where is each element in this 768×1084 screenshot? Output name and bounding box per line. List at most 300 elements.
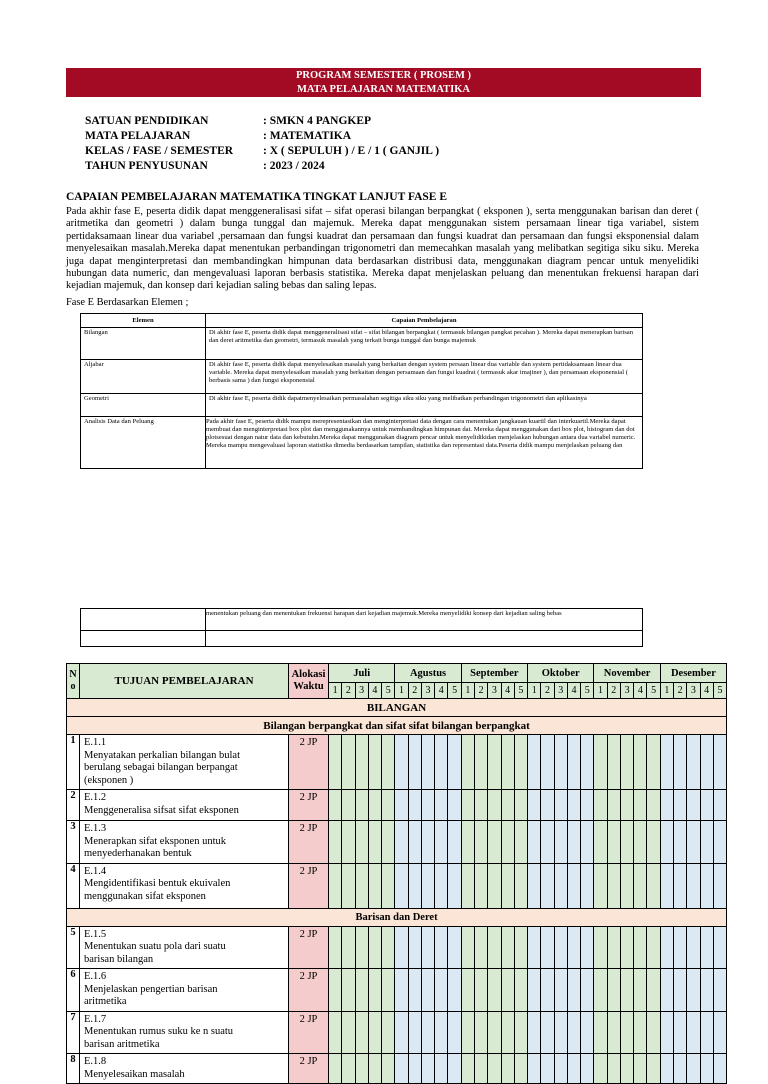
schedule-cell[interactable] [567,821,580,864]
schedule-cell[interactable] [607,1011,620,1054]
tujuan-cell [80,790,289,821]
schedule-cell[interactable] [581,1054,594,1084]
tp-text: Menjelaskan pengertian barisan aritmetika [84,983,218,1007]
schedule-cell[interactable] [660,821,673,864]
schedule-cell[interactable] [634,821,647,864]
schedule-cell[interactable] [647,790,660,821]
schedule-cell[interactable] [355,863,368,908]
schedule-cell[interactable] [395,1011,408,1054]
capaian-cell: Pada akhir fase E, peserta didik mampu merepresentasikan dan menginterpretasi data dengan cara menentukan jangkauan kuartil dan interkuartil.Mereka dapat membuat dan menginterpretasi box plot dan menggunakannya untuk membandingkan himpunan dat. Mereka dapat menggunakan dari box plot, histogram dan dot plotsesuai dengan natur data dan kebutuhn.Mereka dapat menggunakan diagram pencar untuk menyelidikidan menjelaskan hubungan antara dua variabel numeric. Mereka mampu mengevaluasi laporan statistika dimedia berdasarkan tampilan, statistika dan representasi data.Peserta didik mampu menjelaskan peluang dan [206,417,643,469]
schedule-cell[interactable] [700,821,713,864]
schedule-cell[interactable] [488,790,501,821]
schedule-cell[interactable] [395,821,408,864]
subsection-row [67,717,727,735]
schedule-cell[interactable] [488,1011,501,1054]
schedule-cell[interactable] [514,863,527,908]
schedule-cell[interactable] [395,926,408,969]
schedule-cell[interactable] [620,1054,633,1084]
schedule-cell[interactable] [634,1054,647,1084]
schedule-cell[interactable] [514,1011,527,1054]
schedule-cell[interactable] [355,735,368,790]
schedule-cell[interactable] [620,821,633,864]
schedule-cell[interactable] [620,969,633,1012]
capaian-paragraph: Pada akhir fase E, peserta didik dapat menggeneralisasi sifat – sifat operasi bilangan berpangkat ( eksponen ), serta menggunakan barisan dan deret ( aritmetika dan geometri ) dalam bunga tunggal dan majemuk. Mereka dapat menggunakan sistem persamaan linear tiga variabel, sistem pertidaksamaan linear dua variabel ,persamaan dan fungsi kuadrat dan persamaan dan fungsi kuadrat dan persamaan dan fungsi eksponensial dalam menyelesaikan masalah.Mereka dapat menentukan perbandingan trigonometri dan memecahkan masalah yang melibatkan segitiga siku siku. Mereka juga dapat menginterpretasi dan membandingkan himpunan data berdasarkan distribusi data, menggunakan diagram pencar untuk menyelidiki hubungan data numeric, dan mengevaluasi laporan berbasis statistika. Mereka dapat menjelaskan peluang dan menentukan frekuensi harapan dari kejadian majemuk, dan konsep dari kejadian saling bebas dan saling lepas. [66,206,699,292]
schedule-cell[interactable] [368,790,381,821]
schedule-cell[interactable] [514,1054,527,1084]
schedule-cell[interactable] [647,863,660,908]
schedule-cell[interactable] [581,735,594,790]
schedule-cell[interactable] [342,790,355,821]
schedule-cell[interactable] [395,863,408,908]
schedule-cell[interactable] [488,1054,501,1084]
schedule-cell[interactable] [607,969,620,1012]
schedule-cell[interactable] [448,926,461,969]
schedule-cell[interactable] [567,926,580,969]
schedule-cell[interactable] [634,735,647,790]
schedule-cell[interactable] [461,821,474,864]
schedule-cell[interactable] [700,1011,713,1054]
schedule-cell[interactable] [713,969,726,1012]
schedule-cell[interactable] [634,1011,647,1054]
schedule-cell[interactable] [713,926,726,969]
schedule-cell[interactable] [607,790,620,821]
no-header: N o [67,664,80,699]
schedule-cell[interactable] [554,1054,567,1084]
schedule-cell[interactable] [474,735,487,790]
subsection-title: Bilangan berpangkat dan sifat sifat bilangan berpangkat [67,717,727,735]
week-number: 3 [355,683,368,699]
schedule-cell[interactable] [620,863,633,908]
alokasi-cell: 2 JP [289,969,329,1012]
schedule-cell[interactable] [541,926,554,969]
schedule-cell[interactable] [342,1054,355,1084]
schedule-cell[interactable] [514,790,527,821]
schedule-cell[interactable] [448,735,461,790]
schedule-cell[interactable] [474,1054,487,1084]
schedule-cell[interactable] [713,863,726,908]
schedule-cell[interactable] [382,735,395,790]
schedule-cell[interactable] [382,969,395,1012]
schedule-cell[interactable] [581,863,594,908]
schedule-cell[interactable] [342,969,355,1012]
schedule-cell[interactable] [488,926,501,969]
schedule-cell[interactable] [435,1054,448,1084]
schedule-cell[interactable] [435,863,448,908]
schedule-cell[interactable] [660,969,673,1012]
schedule-cell[interactable] [461,926,474,969]
capaian-title: CAPAIAN PEMBELAJARAN MATEMATIKA TINGKAT LANJUT FASE E [66,191,448,203]
week-number: 2 [541,683,554,699]
schedule-cell[interactable] [421,969,434,1012]
schedule-cell[interactable] [408,863,421,908]
schedule-cell[interactable] [514,735,527,790]
schedule-cell[interactable] [607,926,620,969]
schedule-cell[interactable] [368,1011,381,1054]
schedule-cell[interactable] [329,926,342,969]
tp-code: E.1.5 [84,928,107,940]
schedule-cell[interactable] [554,735,567,790]
tujuan-cell [80,1054,289,1084]
schedule-cell[interactable] [514,969,527,1012]
alokasi-cell: 2 JP [289,1054,329,1084]
schedule-cell[interactable] [647,969,660,1012]
schedule-cell[interactable] [528,863,541,908]
schedule-cell[interactable] [687,790,700,821]
schedule-cell[interactable] [329,1011,342,1054]
schedule-cell[interactable] [687,821,700,864]
info-label: SATUAN PENDIDIKAN [85,115,209,127]
schedule-cell[interactable] [514,821,527,864]
schedule-cell[interactable] [594,969,607,1012]
schedule-cell[interactable] [554,790,567,821]
week-number: 4 [634,683,647,699]
schedule-cell[interactable] [382,790,395,821]
schedule-cell[interactable] [713,790,726,821]
schedule-cell[interactable] [408,926,421,969]
schedule-cell[interactable] [620,790,633,821]
week-number: 1 [528,683,541,699]
schedule-cell[interactable] [501,735,514,790]
schedule-cell[interactable] [713,1011,726,1054]
schedule-cell[interactable] [674,821,687,864]
table-row [67,863,727,908]
schedule-cell[interactable] [674,863,687,908]
schedule-cell[interactable] [687,1011,700,1054]
schedule-cell[interactable] [634,926,647,969]
header-row [67,664,727,683]
schedule-cell[interactable] [554,821,567,864]
schedule-cell[interactable] [634,863,647,908]
schedule-cell[interactable] [342,863,355,908]
schedule-cell[interactable] [660,1054,673,1084]
schedule-cell[interactable] [634,969,647,1012]
section-title: BILANGAN [67,699,727,717]
schedule-cell[interactable] [342,926,355,969]
schedule-cell[interactable] [594,926,607,969]
schedule-cell[interactable] [687,1054,700,1084]
schedule-cell[interactable] [461,1054,474,1084]
schedule-cell[interactable] [355,926,368,969]
schedule-cell[interactable] [660,863,673,908]
schedule-cell[interactable] [421,1054,434,1084]
schedule-cell[interactable] [620,926,633,969]
week-number: 3 [687,683,700,699]
schedule-cell[interactable] [647,926,660,969]
tujuan-cell [80,735,289,790]
schedule-cell[interactable] [687,735,700,790]
schedule-cell[interactable] [408,790,421,821]
schedule-cell[interactable] [355,1054,368,1084]
schedule-cell[interactable] [329,821,342,864]
schedule-cell[interactable] [488,863,501,908]
week-number: 2 [342,683,355,699]
schedule-cell[interactable] [541,821,554,864]
schedule-cell[interactable] [687,863,700,908]
month-header: September [461,664,527,683]
schedule-cell[interactable] [541,735,554,790]
schedule-cell[interactable] [647,821,660,864]
schedule-cell[interactable] [448,969,461,1012]
schedule-cell[interactable] [329,863,342,908]
schedule-cell[interactable] [620,1011,633,1054]
schedule-cell[interactable] [514,926,527,969]
schedule-cell[interactable] [435,926,448,969]
banner-line-2: MATA PELAJARAN MATEMATIKA [296,83,471,95]
schedule-cell[interactable] [581,790,594,821]
schedule-cell[interactable] [528,821,541,864]
schedule-cell[interactable] [488,969,501,1012]
schedule-cell[interactable] [541,1054,554,1084]
schedule-cell[interactable] [581,969,594,1012]
schedule-cell[interactable] [700,1054,713,1084]
capaian-cell: Di akhir fase E, peserta didik dapatmenyelesaikan permasalahan segitiga siku siku yang melibatkan perbandingan trigonometri dan aplikasinya [206,394,643,417]
schedule-cell[interactable] [567,735,580,790]
schedule-cell[interactable] [329,1054,342,1084]
schedule-cell[interactable] [700,790,713,821]
elemen-cell [81,609,206,631]
schedule-cell[interactable] [567,1011,580,1054]
schedule-cell[interactable] [501,1011,514,1054]
schedule-cell[interactable] [528,735,541,790]
schedule-cell[interactable] [528,1054,541,1084]
schedule-cell[interactable] [607,1054,620,1084]
schedule-cell[interactable] [368,926,381,969]
schedule-cell[interactable] [700,735,713,790]
schedule-cell[interactable] [594,735,607,790]
schedule-cell[interactable] [435,735,448,790]
capaian-header: Capaian Pembelajaran [206,314,643,328]
schedule-cell[interactable] [368,863,381,908]
schedule-cell[interactable] [594,790,607,821]
schedule-cell[interactable] [421,926,434,969]
schedule-cell[interactable] [435,821,448,864]
schedule-cell[interactable] [474,863,487,908]
schedule-cell[interactable] [421,821,434,864]
schedule-cell[interactable] [700,863,713,908]
tp-code: E.1.4 [84,865,107,877]
schedule-cell[interactable] [674,1054,687,1084]
tp-code: E.1.6 [84,971,107,982]
schedule-cell[interactable] [368,735,381,790]
schedule-cell[interactable] [660,735,673,790]
schedule-cell[interactable] [660,790,673,821]
schedule-cell[interactable] [607,821,620,864]
schedule-cell[interactable] [342,821,355,864]
schedule-cell[interactable] [528,926,541,969]
schedule-cell[interactable] [554,969,567,1012]
schedule-cell[interactable] [448,790,461,821]
schedule-cell[interactable] [382,1011,395,1054]
schedule-cell[interactable] [501,790,514,821]
schedule-cell[interactable] [607,863,620,908]
capaian-cell: Di akhir fase E, peserta didik dapat menyelesaikan masalah yang berkaitan dengan system persaan linear dua variable dan system pertidaksamaan linear dua variable. Mereka dapat menyelesaikan masalah yang berkaitan dengan persamaan dan fungsi kuadrat ( termasuk akar imajiner ), dan persamaan eksponensial ( berbasis sama ) dan fungsi eksponensial [206,360,643,394]
schedule-cell[interactable] [342,1011,355,1054]
schedule-cell[interactable] [395,969,408,1012]
schedule-cell[interactable] [474,821,487,864]
schedule-cell[interactable] [329,790,342,821]
schedule-cell[interactable] [408,735,421,790]
info-label: KELAS / FASE / SEMESTER [85,145,234,157]
schedule-cell[interactable] [355,821,368,864]
schedule-cell[interactable] [408,1054,421,1084]
elemen-cell [81,631,206,647]
schedule-cell[interactable] [408,821,421,864]
schedule-cell[interactable] [461,735,474,790]
schedule-cell[interactable] [594,1054,607,1084]
info-value: : MATEMATIKA [263,130,352,142]
schedule-cell[interactable] [395,1054,408,1084]
schedule-cell[interactable] [594,863,607,908]
schedule-cell[interactable] [382,821,395,864]
schedule-cell[interactable] [435,969,448,1012]
schedule-cell[interactable] [461,969,474,1012]
schedule-cell[interactable] [713,821,726,864]
subsection-row [67,908,727,926]
week-number: 3 [421,683,434,699]
schedule-cell[interactable] [660,926,673,969]
schedule-cell[interactable] [541,1011,554,1054]
schedule-cell[interactable] [395,735,408,790]
schedule-cell[interactable] [501,926,514,969]
schedule-cell[interactable] [700,969,713,1012]
schedule-cell[interactable] [448,1011,461,1054]
alokasi-cell: 2 JP [289,863,329,908]
schedule-cell[interactable] [421,1011,434,1054]
schedule-cell[interactable] [395,790,408,821]
schedule-cell[interactable] [674,926,687,969]
schedule-cell[interactable] [554,1011,567,1054]
elemen-cell: Geometri [81,394,206,417]
schedule-cell[interactable] [674,1011,687,1054]
schedule-cell[interactable] [421,790,434,821]
table-row [67,790,727,821]
week-number: 5 [514,683,527,699]
week-number: 4 [501,683,514,699]
schedule-cell[interactable] [594,821,607,864]
schedule-cell[interactable] [501,1054,514,1084]
schedule-cell[interactable] [687,969,700,1012]
table-row [67,821,727,864]
schedule-cell[interactable] [528,1011,541,1054]
schedule-cell[interactable] [528,790,541,821]
schedule-cell[interactable] [461,1011,474,1054]
schedule-cell[interactable] [581,926,594,969]
schedule-cell[interactable] [674,735,687,790]
row-number: 5 [67,926,80,969]
week-number: 5 [581,683,594,699]
schedule-cell[interactable] [382,1054,395,1084]
schedule-cell[interactable] [382,863,395,908]
schedule-cell[interactable] [461,790,474,821]
schedule-cell[interactable] [329,969,342,1012]
schedule-cell[interactable] [355,969,368,1012]
schedule-cell[interactable] [435,790,448,821]
schedule-cell[interactable] [474,969,487,1012]
subsection-title: Barisan dan Deret [67,908,727,926]
schedule-cell[interactable] [501,821,514,864]
schedule-cell[interactable] [355,790,368,821]
schedule-cell[interactable] [448,863,461,908]
schedule-cell[interactable] [674,790,687,821]
schedule-cell[interactable] [567,863,580,908]
tp-text: Menentukan rumus suku ke n suatu barisan aritmetika [84,1026,234,1050]
schedule-cell[interactable] [368,969,381,1012]
schedule-cell[interactable] [435,1011,448,1054]
schedule-cell[interactable] [342,735,355,790]
tujuan-cell [80,863,289,908]
alokasi-cell: 2 JP [289,926,329,969]
schedule-cell[interactable] [528,969,541,1012]
tp-code: E.1.3 [84,823,107,834]
row-number: 6 [67,969,80,1012]
tp-text: Menentukan suatu pola dari suatu barisan bilangan [84,941,226,965]
elemen-cell: Aljabar [81,360,206,394]
schedule-cell[interactable] [713,1054,726,1084]
schedule-cell[interactable] [713,735,726,790]
schedule-cell[interactable] [647,1054,660,1084]
schedule-cell[interactable] [355,1011,368,1054]
schedule-cell[interactable] [474,790,487,821]
schedule-cell[interactable] [501,863,514,908]
schedule-cell[interactable] [461,863,474,908]
schedule-cell[interactable] [554,926,567,969]
schedule-cell[interactable] [594,1011,607,1054]
schedule-cell[interactable] [647,1011,660,1054]
schedule-cell[interactable] [448,821,461,864]
schedule-cell[interactable] [488,821,501,864]
schedule-cell[interactable] [368,1054,381,1084]
tujuan-cell [80,926,289,969]
schedule-cell[interactable] [474,926,487,969]
schedule-cell[interactable] [554,863,567,908]
schedule-cell[interactable] [581,1011,594,1054]
schedule-cell[interactable] [541,863,554,908]
schedule-cell[interactable] [408,1011,421,1054]
schedule-cell[interactable] [448,1054,461,1084]
schedule-cell[interactable] [421,735,434,790]
schedule-cell[interactable] [647,735,660,790]
schedule-cell[interactable] [408,969,421,1012]
tujuan-header: TUJUAN PEMBELAJARAN [80,664,289,699]
schedule-cell[interactable] [488,735,501,790]
schedule-cell[interactable] [634,790,647,821]
schedule-cell[interactable] [660,1011,673,1054]
schedule-cell[interactable] [620,735,633,790]
alokasi-cell: 2 JP [289,821,329,864]
week-number: 2 [674,683,687,699]
week-number: 3 [488,683,501,699]
schedule-cell[interactable] [368,821,381,864]
schedule-cell[interactable] [567,969,580,1012]
schedule-cell[interactable] [687,926,700,969]
info-value: : SMKN 4 PANGKEP [263,115,372,127]
schedule-cell[interactable] [421,863,434,908]
schedule-cell[interactable] [382,926,395,969]
week-number: 4 [700,683,713,699]
schedule-cell[interactable] [674,969,687,1012]
schedule-cell[interactable] [607,735,620,790]
schedule-cell[interactable] [541,790,554,821]
schedule-cell[interactable] [700,926,713,969]
schedule-cell[interactable] [567,1054,580,1084]
schedule-cell[interactable] [541,969,554,1012]
schedule-cell[interactable] [329,735,342,790]
schedule-cell[interactable] [474,1011,487,1054]
schedule-cell[interactable] [581,821,594,864]
info-value: : X ( SEPULUH ) / E / 1 ( GANJIL ) [263,145,440,157]
schedule-cell[interactable] [501,969,514,1012]
schedule-cell[interactable] [567,790,580,821]
